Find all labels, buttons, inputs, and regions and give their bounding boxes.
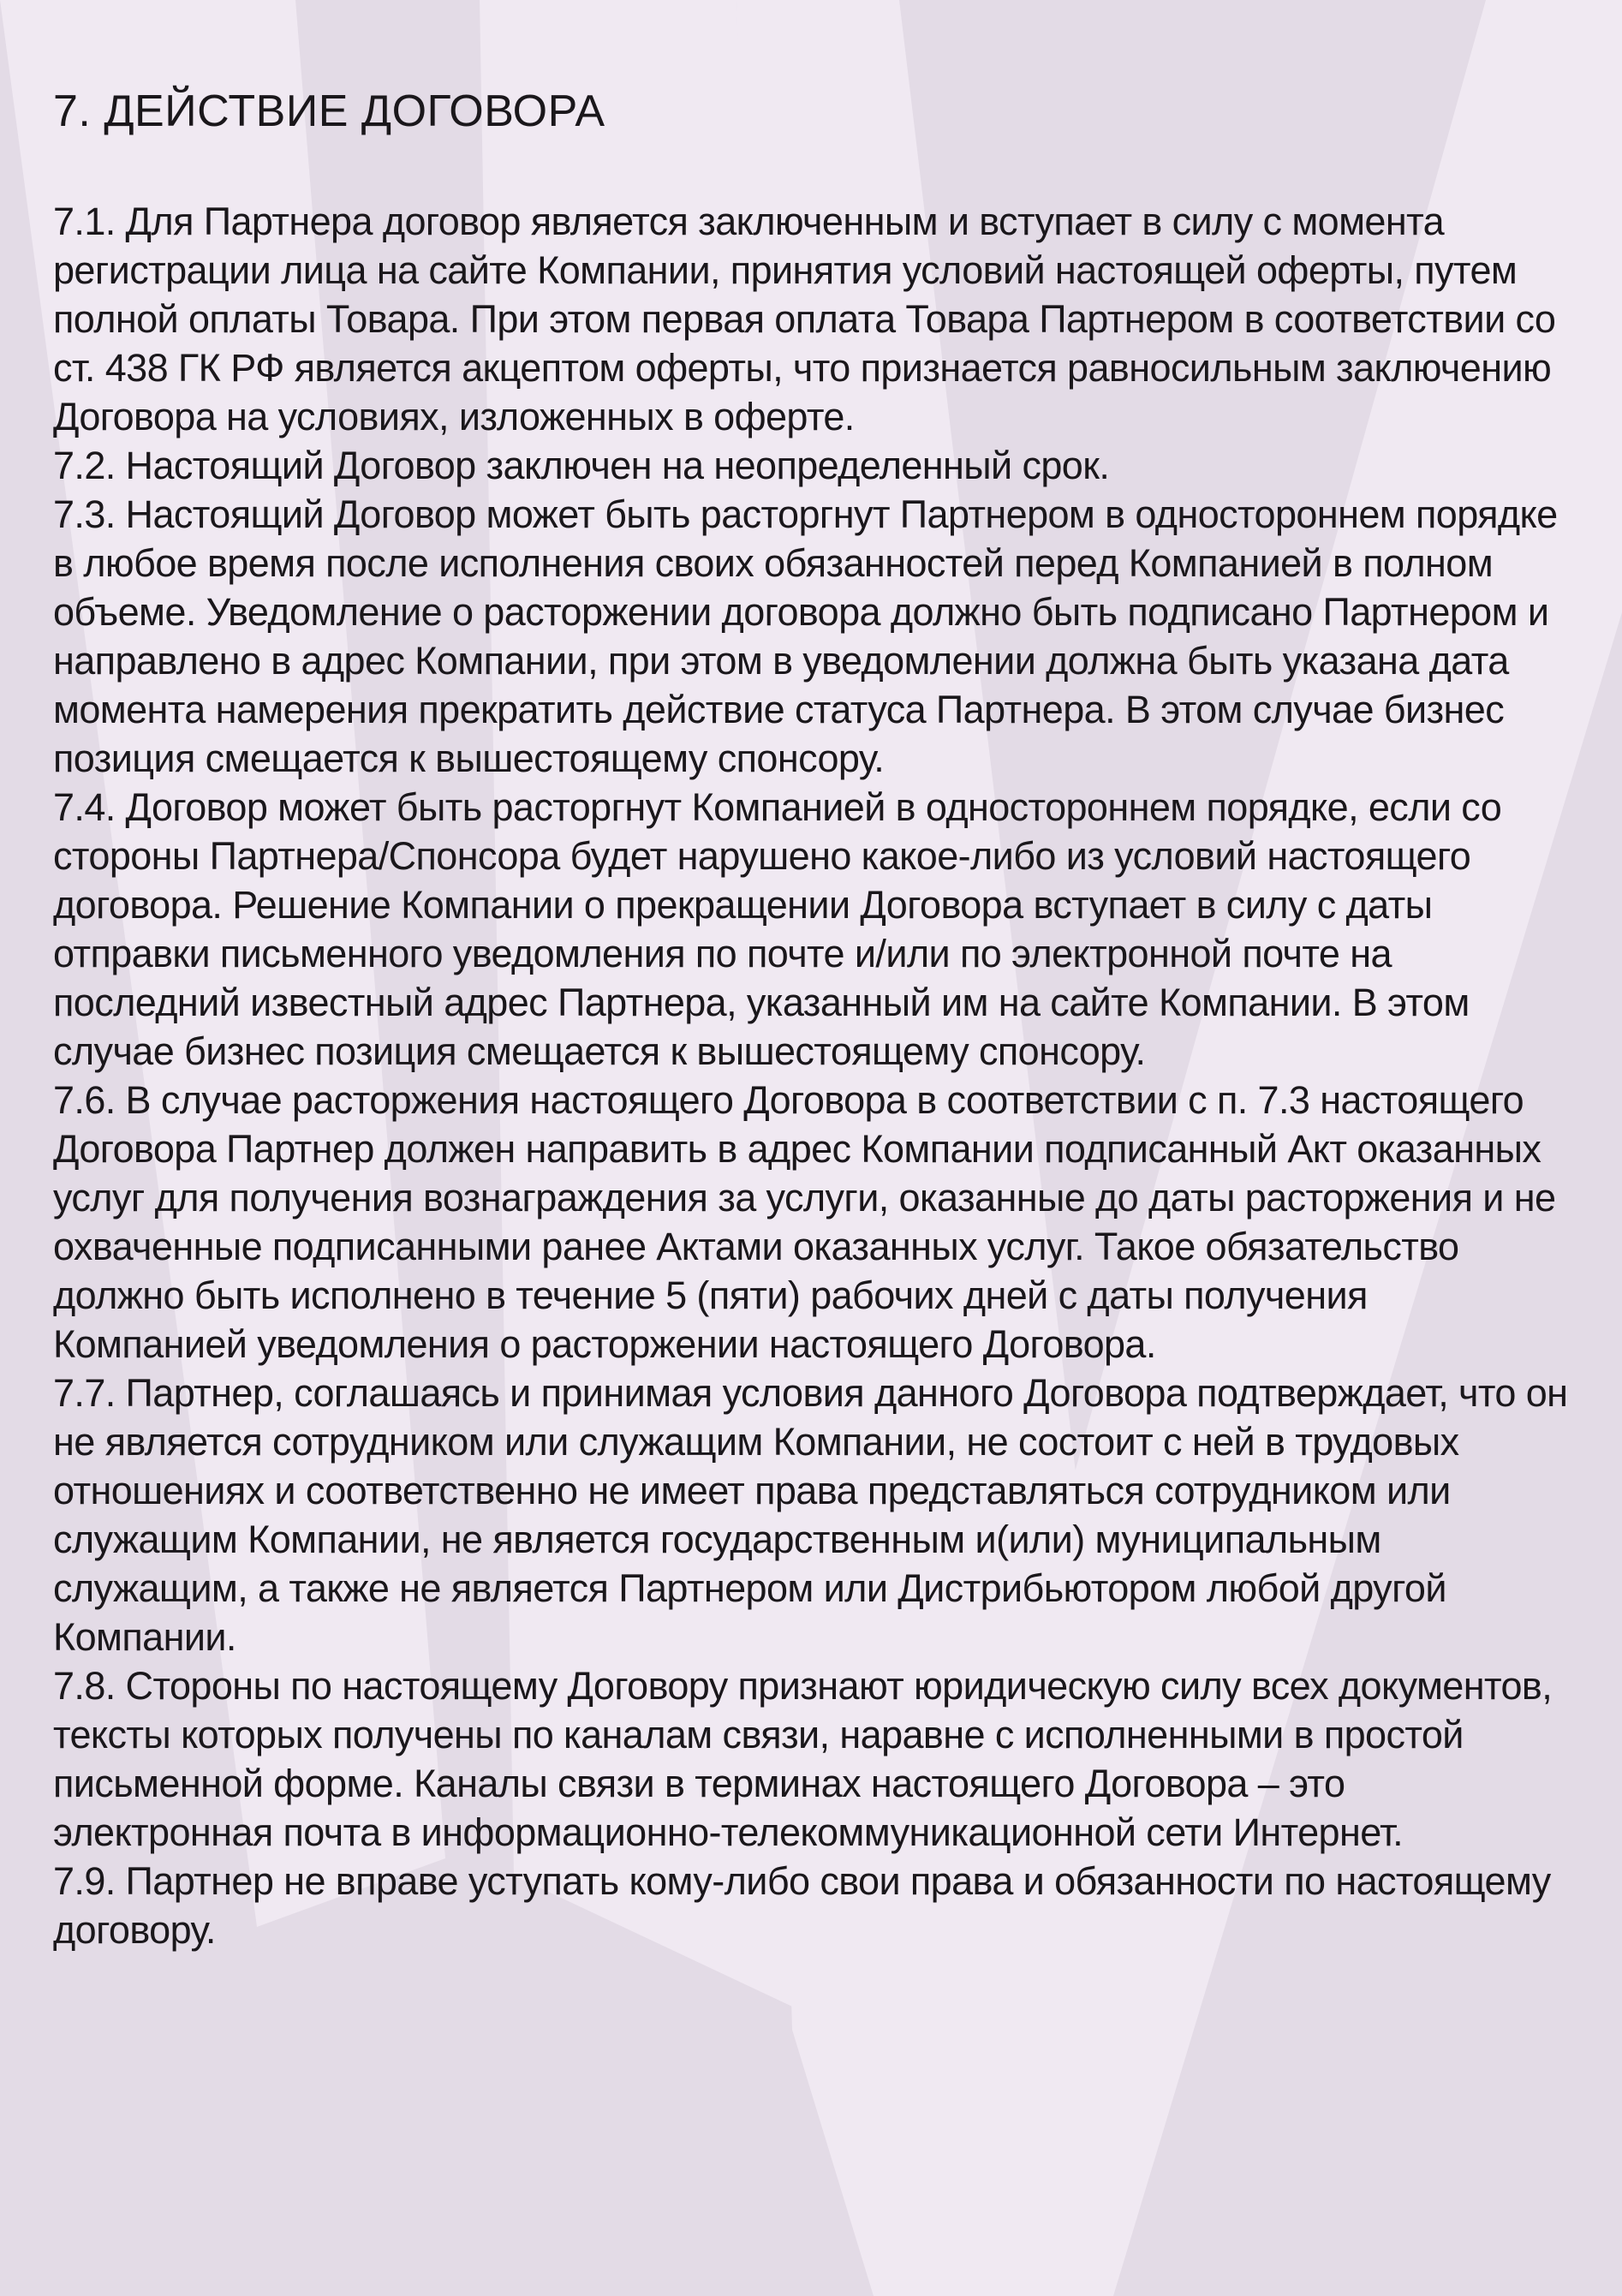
section-title: 7. ДЕЙСТВИЕ ДОГОВОРА	[53, 86, 605, 136]
clause-7-3: 7.3. Настоящий Договор может быть расторгнут Партнером в одностороннем порядке в любое время после исполнения своих обязанностей перед Компанией в полном объеме. Уведомление о расторжении договора должно быть подписано Партнером и направлено в адрес Компании, при этом в уведомлении должна быть указана дата момента намерения прекратить действие статуса Партнера. В этом случае бизнес позиция смещается к вышестоящему спонсору.	[53, 492, 1558, 780]
clause-7-7: 7.7. Партнер, соглашаясь и принимая условия данного Договора подтверждает, что он не является сотрудником или служащим Компании, не состоит с ней в трудовых отношениях и соответственно не имеет права представляться сотрудником или служащим Компании, не является государственным и(или) муниципальным служащим, а также не является Партнером или Дистрибьютором любой другой Компании.	[53, 1371, 1568, 1659]
contract-section	[53, 86, 1571, 1954]
clause-7-4: 7.4. Договор может быть расторгнут Компанией в одностороннем порядке, если со стороны Партнера/Спонсора будет нарушено какое-либо из условий настоящего договора. Решение Компании о прекращении Договора вступает в силу с даты отправки письменного уведомления по почте и/или по электронной почте на последний известный адрес Партнера, указанный им на сайте Компании. В этом случае бизнес позиция смещается к вышестоящему спонсору.	[53, 785, 1502, 1073]
clause-7-8: 7.8. Стороны по настоящему Договору признают юридическую силу всех документов, тексты которых получены по каналам связи, наравне с исполненными в простой письменной форме. Каналы связи в терминах настоящего Договора – это электронная почта в информационно-телекоммуникационной сети Интернет.	[53, 1664, 1553, 1854]
clause-7-1: 7.1. Для Партнера договор является заключенным и вступает в силу с момента регистрации лица на сайте Компании, принятия условий настоящей оферты, путем полной оплаты Товара. При этом первая оплата Товара Партнером в соответствии со ст. 438 ГК РФ является акцептом оферты, что признается равносильным заключению Договора на условиях, изложенных в оферте.	[53, 200, 1556, 438]
clause-7-2: 7.2. Настоящий Договор заключен на неопределенный срок.	[53, 444, 1110, 487]
clause-7-6: 7.6. В случае расторжения настоящего Договора в соответствии с п. 7.3 настоящего Договора Партнер должен направить в адрес Компании подписанный Акт оказанных услуг для получения вознаграждения за услуги, оказанные до даты расторжения и не охваченные подписанными ранее Актами оказанных услуг. Такое обязательство должно быть исполнено в течение 5 (пяти) рабочих дней с даты получения Компанией уведомления о расторжении настоящего Договора.	[53, 1078, 1556, 1366]
clause-list	[53, 197, 1571, 1954]
clause-7-9: 7.9. Партнер не вправе уступать кому-либо свои права и обязанности по настоящему договору.	[53, 1859, 1551, 1952]
